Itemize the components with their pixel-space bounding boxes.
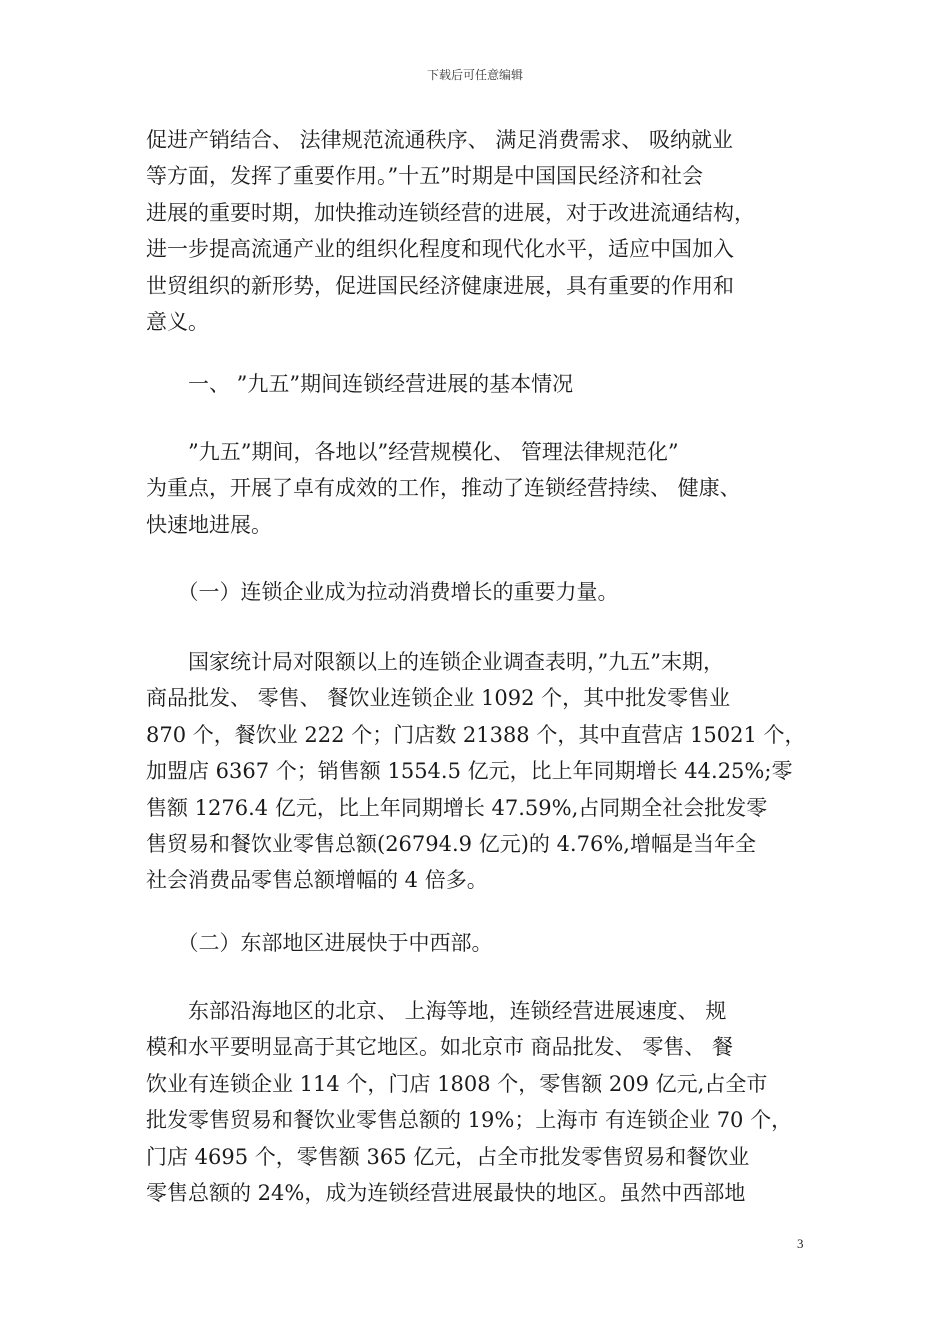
paragraph-statistics [146,644,816,899]
section-heading-1 [146,366,816,402]
page-header: 下载后可任意编辑 [426,68,523,82]
text-line: 意义。 [146,310,209,335]
page-number: 3 [797,1236,804,1251]
paragraph-eastern-region [146,993,816,1211]
text-line: 零售总额的 24%，成为连锁经营进展最快的地区。虽然中西部地 [146,1181,746,1206]
text-line: 进一步提高流通产业的组织化程度和现代化水平，适应中国加入 [146,237,734,262]
text-line: 国家统计局对限额以上的连锁企业调查表明，”九五”末期， [146,650,724,674]
heading-line: 一、 ”九五”期间连锁经营进展的基本情况 [146,372,574,396]
text-line: 为重点，开展了卓有成效的工作，推动了连锁经营持续、 健康、 [146,476,741,501]
text-line: 商品批发、 零售、 餐饮业连锁企业 1092 个，其中批发零售业 [146,686,731,711]
subsection-heading-1 [146,574,816,610]
text-line: 等方面，发挥了重要作用。”十五”时期是中国国民经济和社会 [146,164,703,189]
text-line: 快速地进展。 [146,512,272,537]
text-line: ”九五”期间，各地以”经营规模化、 管理法律规范化” [146,440,679,464]
text-line: 售贸易和餐饮业零售总额(26794.9 亿元)的 4.76%,增幅是当年全 [146,832,756,857]
text-line: 进展的重要时期，加快推动连锁经营的进展，对于改进流通结构， [146,200,755,225]
heading-line: （二）东部地区进展快于中西部。 [146,931,493,955]
text-line: 世贸组织的新形势，促进国民经济健康进展，具有重要的作用和 [146,273,734,298]
paragraph-section-1-intro [146,434,816,543]
subsection-heading-2 [146,925,816,961]
text-line: 饮业有连锁企业 114 个，门店 1808 个，零售额 209 亿元,占全市 [146,1071,768,1096]
text-line: 870 个，餐饮业 222 个；门店数 21388 个，其中直营店 15021 个， [146,722,806,747]
text-line: 售额 1276.4 亿元，比上年同期增长 47.59%,占同期全社会批发零 [146,795,768,820]
text-line: 批发零售贸易和餐饮业零售总额的 19%；上海市 有连锁企业 70 个， [146,1108,793,1133]
text-line: 促进产销结合、 法律规范流通秩序、 满足消费需求、 吸纳就业 [146,128,734,152]
heading-line: （一）连锁企业成为拉动消费增长的重要力量。 [146,580,619,604]
text-line: 模和水平要明显高于其它地区。如北京市 商品批发、 零售、 餐 [146,1035,734,1060]
paragraph-intro-continued [146,122,816,340]
text-line: 社会消费品零售总额增幅的 4 倍多。 [146,868,488,893]
text-line: 门店 4695 个，零售额 365 亿元，占全市批发零售贸易和餐饮业 [146,1144,750,1169]
text-line: 东部沿海地区的北京、 上海等地，连锁经营进展速度、 规 [146,999,727,1023]
text-line: 加盟店 6367 个；销售额 1554.5 亿元，比上年同期增长 44.25%;零 [146,759,793,784]
